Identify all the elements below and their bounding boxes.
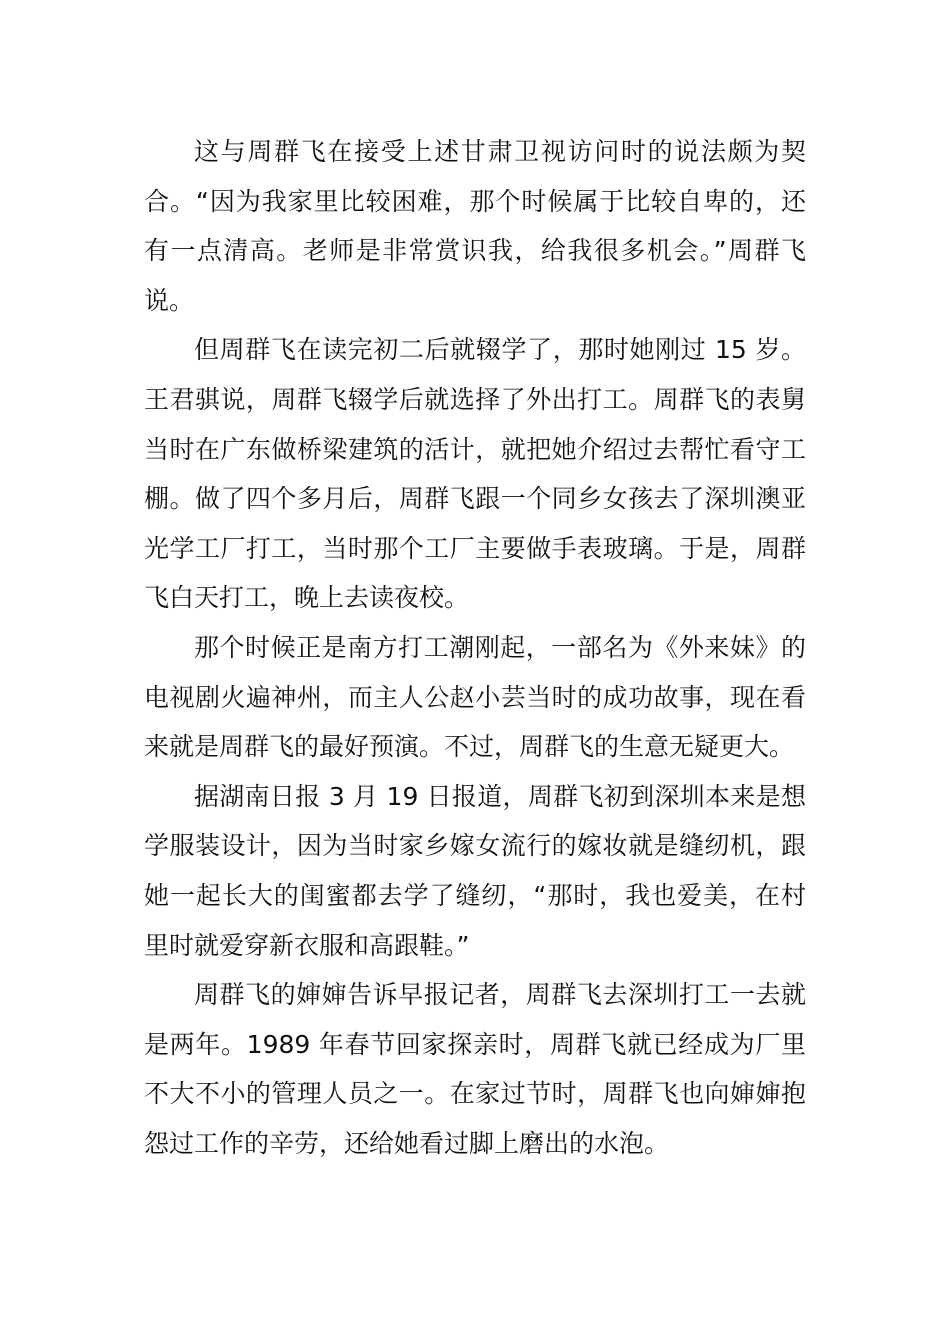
paragraph: 那个时候正是南方打工潮刚起，一部名为《外来妹》的电视剧火遍神州，而主人公赵小芸当时的成功故事，现在看来就是周群飞的最好预演。不过，周群飞的生意无疑更大。 bbox=[144, 632, 806, 762]
paragraph: 据湖南日报 3 月 19 日报道，周群飞初到深圳本来是想学服装设计，因为当时家乡嫁女流行的嫁妆就是缝纫机，跟她一起长大的闺蜜都去学了缝纫，“那时，我也爱美，在村里时就爱穿新衣服和高跟鞋。” bbox=[144, 781, 806, 960]
paragraph: 但周群飞在读完初二后就辍学了，那时她刚过 15 岁。王君骐说，周群飞辍学后就选择了外出打工。周群飞的表舅当时在广东做桥梁建筑的活计，就把她介绍过去帮忙看守工棚。做了四个多月后，周群飞跟一个同乡女孩去了深圳澳亚光学工厂打工，当时那个工厂主要做手表玻璃。于是，周群飞白天打工，晚上去读夜校。 bbox=[144, 335, 806, 613]
paragraph: 这与周群飞在接受上述甘肃卫视访问时的说法颇为契合。“因为我家里比较困难，那个时候属于比较自卑的，还有一点清高。老师是非常赏识我，给我很多机会。”周群飞说。 bbox=[144, 137, 806, 315]
paragraph: 周群飞的婶婶告诉早报记者，周群飞去深圳打工一去就是两年。1989 年春节回家探亲时，周群飞就已经成为厂里不大不小的管理人员之一。在家过节时，周群飞也向婶婶抱怨过工作的辛劳，还给她看过脚上磨出的水泡。 bbox=[144, 980, 806, 1158]
article-body bbox=[144, 127, 806, 1168]
